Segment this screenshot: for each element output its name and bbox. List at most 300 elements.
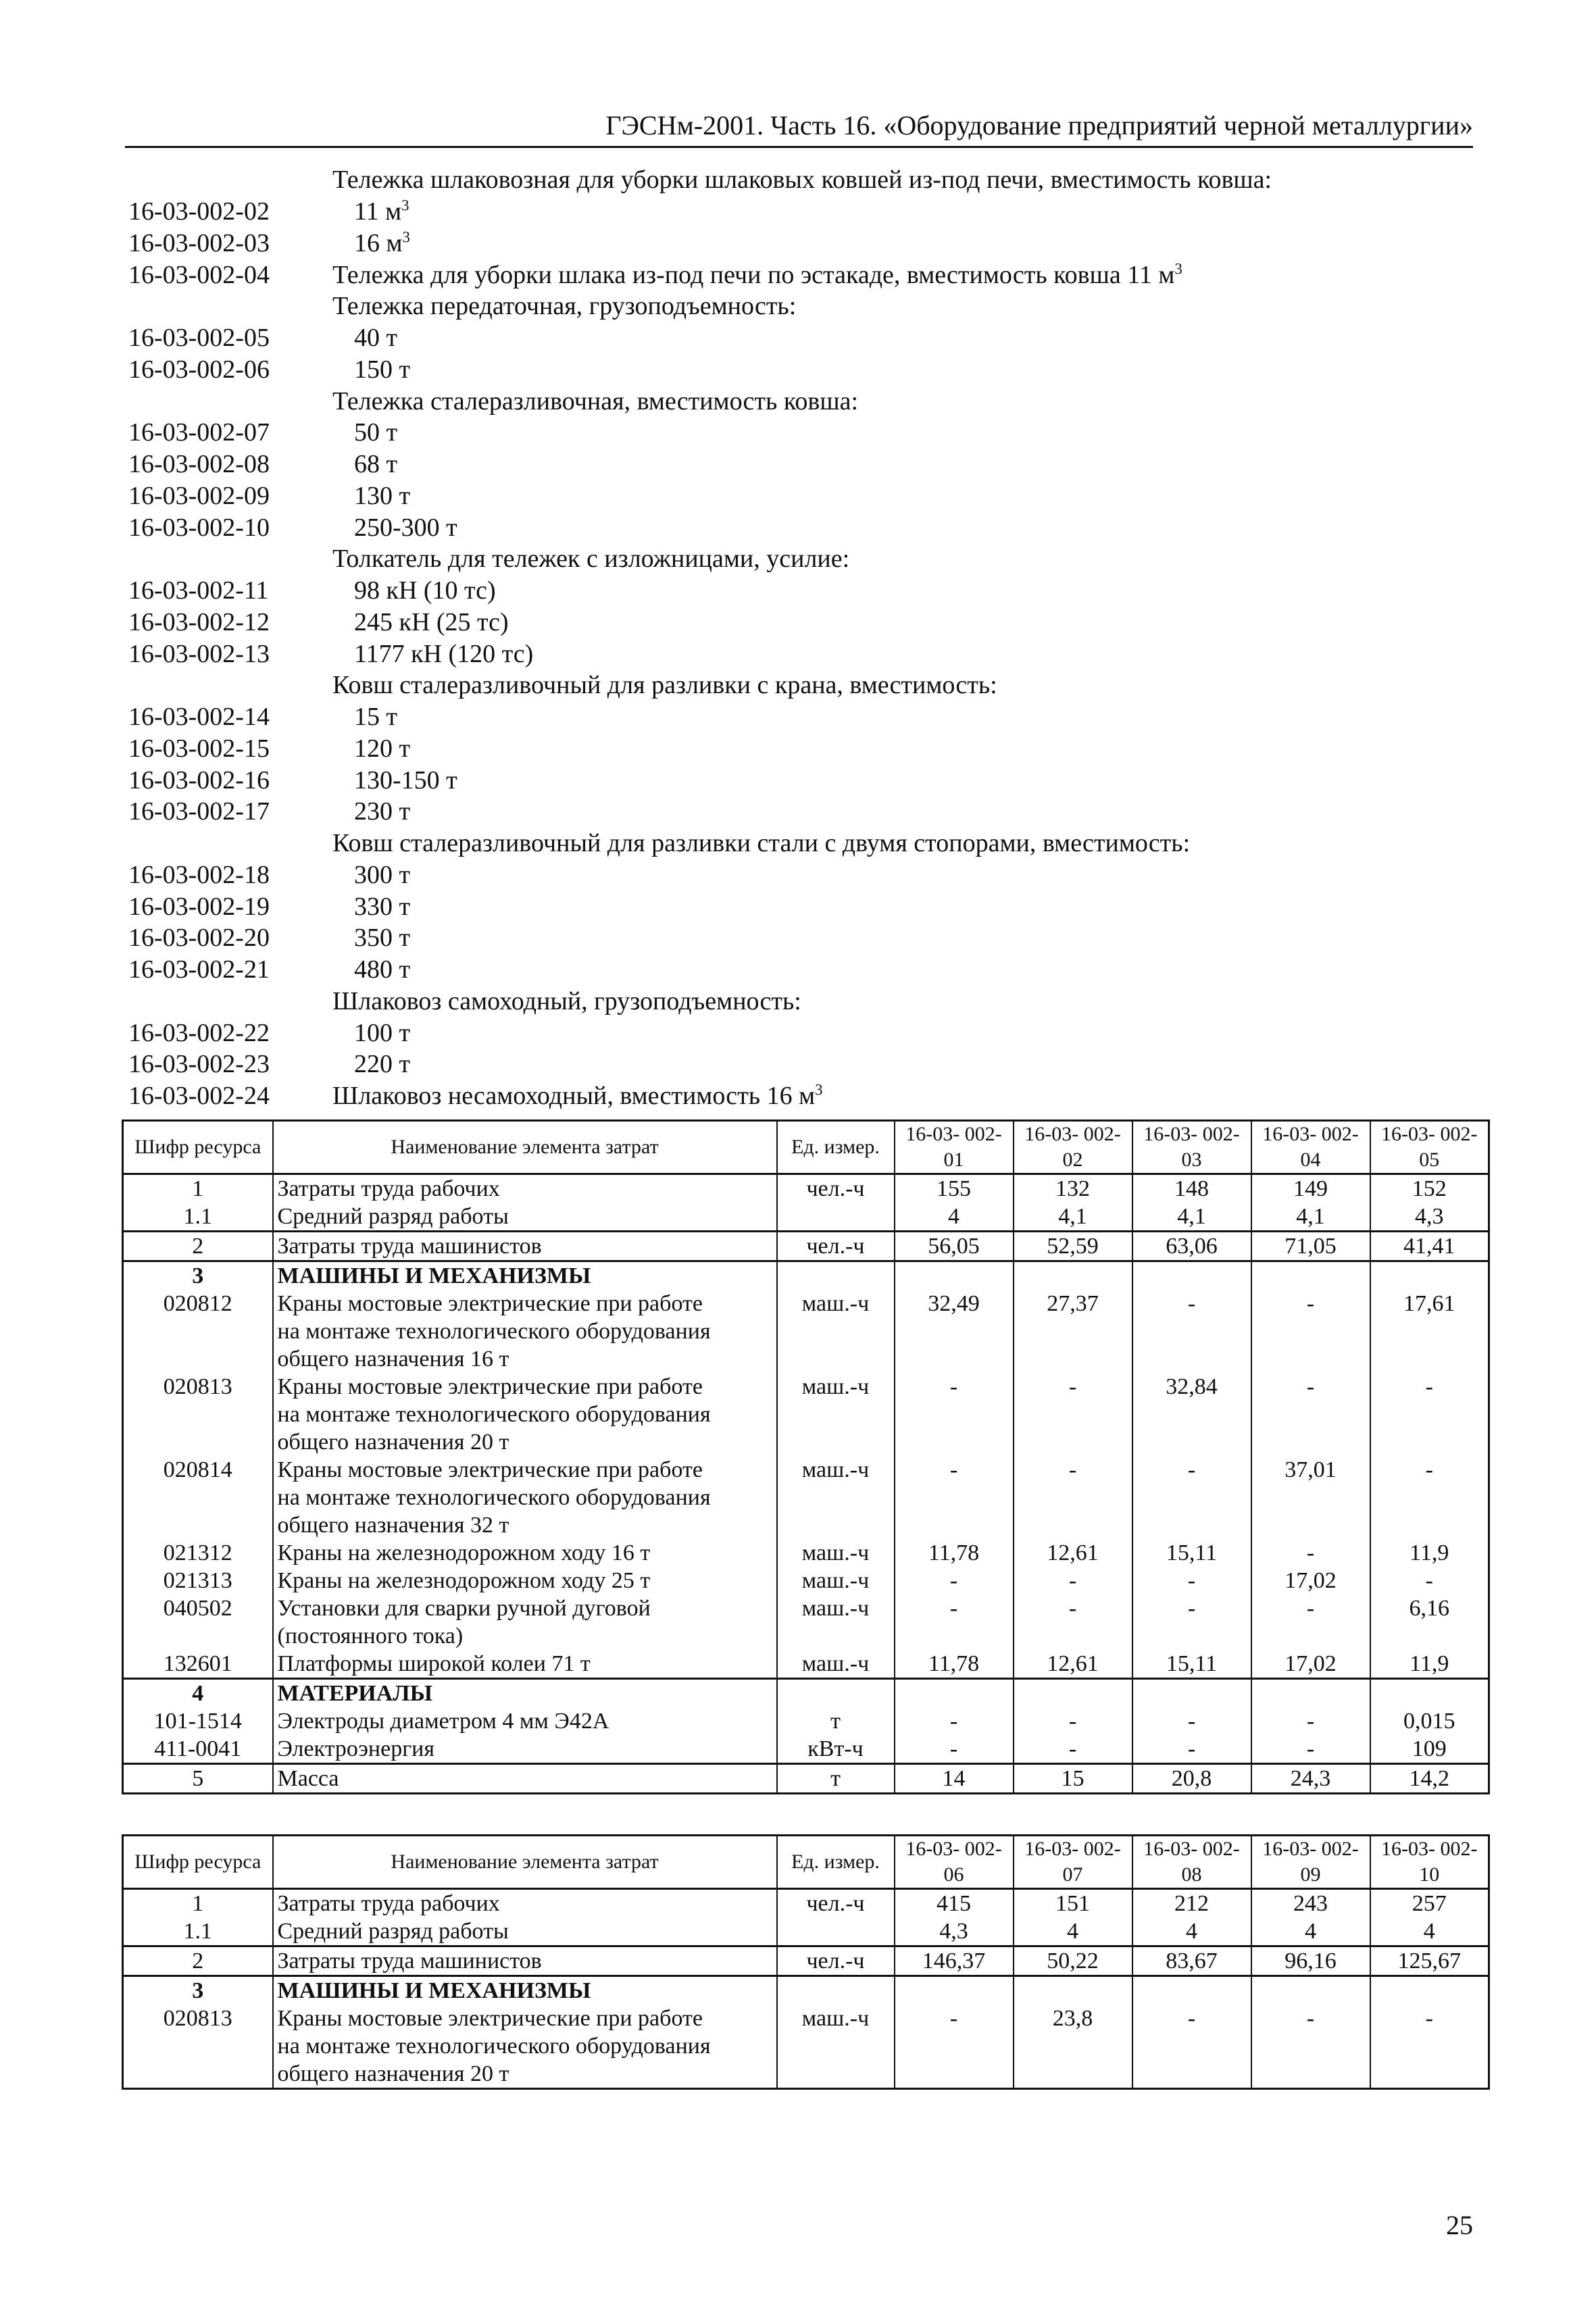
value-cell: 4,3 xyxy=(1370,1203,1489,1232)
norm-description xyxy=(332,702,397,732)
unit: маш.-ч xyxy=(777,1456,895,1539)
norm-description xyxy=(332,860,410,890)
value-cell xyxy=(1132,1976,1251,2005)
value-cell: - xyxy=(1014,1456,1132,1539)
resource-code: 2 xyxy=(123,1232,273,1261)
header-norm-code: 16-03- 002-05 xyxy=(1370,1121,1489,1174)
value-cell xyxy=(1251,1261,1370,1290)
norm-description-text: 330 т xyxy=(354,892,411,921)
list-row xyxy=(128,259,1480,291)
cost-element-line: Краны мостовые электрические при работе xyxy=(277,2006,703,2031)
value-cell: 14,2 xyxy=(1370,1764,1489,1794)
norm-description xyxy=(332,734,410,763)
table-header-row xyxy=(123,1121,1489,1174)
cost-element xyxy=(273,1946,777,1976)
norm-description xyxy=(332,670,997,700)
value-cell: 4 xyxy=(1014,1917,1132,1946)
norm-description xyxy=(332,765,457,795)
unit: т xyxy=(777,1707,895,1735)
resource-code: 132601 xyxy=(123,1650,273,1679)
value-cell: 146,37 xyxy=(895,1946,1014,1976)
norm-description xyxy=(332,165,1272,195)
norm-code: 16-03-002-15 xyxy=(128,734,270,763)
cost-element-line: Установки для сварки ручной дуговой xyxy=(277,1596,651,1621)
cost-element xyxy=(273,1917,777,1946)
value-cell xyxy=(1132,1679,1251,1708)
norm-description-text: 350 т xyxy=(354,924,411,953)
list-row xyxy=(128,890,1480,922)
value-cell: - xyxy=(1014,1373,1132,1456)
norm-description-text: 1177 кН (120 тс) xyxy=(354,639,534,668)
norm-description-text: Ковш сталеразливочный для разливки с крана, вместимость: xyxy=(332,671,997,700)
cost-element-line: общего назначения 20 т xyxy=(277,2061,509,2086)
value-cell: 415 xyxy=(895,1889,1014,1918)
value-cell: 11,78 xyxy=(895,1650,1014,1679)
value-cell: - xyxy=(1132,1735,1251,1764)
value-cell xyxy=(895,1976,1014,2005)
norm-code: 16-03-002-16 xyxy=(128,765,270,795)
header-norm-code: 16-03- 002-04 xyxy=(1251,1121,1370,1174)
value-cell: 50,22 xyxy=(1014,1946,1132,1976)
norm-code: 16-03-002-10 xyxy=(128,513,270,542)
list-row xyxy=(128,670,1480,701)
cost-element xyxy=(273,1707,777,1735)
norm-description xyxy=(332,607,509,637)
value-cell: 27,37 xyxy=(1014,1290,1132,1373)
norm-description xyxy=(332,481,410,511)
list-row xyxy=(128,922,1480,954)
cost-element xyxy=(273,1261,777,1290)
unit-superscript: 3 xyxy=(815,1081,823,1099)
resource-table-1 xyxy=(122,1120,1490,1794)
cost-element-line: общего назначения 20 т xyxy=(277,1430,509,1455)
value-cell: 125,67 xyxy=(1370,1946,1489,1976)
value-cell: 15,11 xyxy=(1132,1650,1251,1679)
norm-description-text: Тележка сталеразливочная, вместимость ковша: xyxy=(332,386,859,416)
norm-description-text: 220 т xyxy=(354,1050,411,1079)
value-cell: 56,05 xyxy=(895,1232,1014,1261)
cost-element-line: МАШИНЫ И МЕХАНИЗМЫ xyxy=(277,1263,591,1288)
cost-element xyxy=(273,1232,777,1261)
resource-code: 020814 xyxy=(123,1456,273,1539)
resource-code: 1.1 xyxy=(123,1203,273,1232)
table-row xyxy=(123,1764,1489,1794)
value-cell xyxy=(1370,1976,1489,2005)
norm-description xyxy=(332,923,410,953)
value-cell: 132 xyxy=(1014,1174,1132,1203)
value-cell: 24,3 xyxy=(1251,1764,1370,1794)
resource-code: 3 xyxy=(123,1261,273,1290)
value-cell: - xyxy=(1251,1290,1370,1373)
value-cell: 23,8 xyxy=(1014,2005,1132,2089)
value-cell: 15 xyxy=(1014,1764,1132,1794)
cost-element-line: Средний разряд работы xyxy=(277,1204,509,1229)
resource-code: 020813 xyxy=(123,2005,273,2089)
list-row xyxy=(128,291,1480,322)
cost-element xyxy=(273,2005,777,2089)
value-cell: - xyxy=(1132,1707,1251,1735)
norm-code: 16-03-002-22 xyxy=(128,1018,270,1047)
cost-element-line: Платформы широкой колеи 71 т xyxy=(277,1651,591,1676)
norm-description-text: Тележка для уборки шлака из-под печи по эстакаде, вместимость ковша 11 м xyxy=(332,260,1175,289)
cost-element-line: Затраты труда рабочих xyxy=(277,1176,500,1201)
value-cell: - xyxy=(895,1567,1014,1594)
value-cell: - xyxy=(1132,1456,1251,1539)
value-cell: 148 xyxy=(1132,1174,1251,1203)
table-row xyxy=(123,1889,1489,1918)
value-cell: 4,1 xyxy=(1014,1203,1132,1232)
value-cell: 96,16 xyxy=(1251,1946,1370,1976)
norm-description-text: 300 т xyxy=(354,860,411,889)
header-norm-code: 16-03- 002-02 xyxy=(1014,1121,1132,1174)
table-header-row xyxy=(123,1836,1489,1889)
cost-element xyxy=(273,1456,777,1539)
norm-code: 16-03-002-14 xyxy=(128,703,270,732)
value-cell xyxy=(1014,1261,1132,1290)
list-row xyxy=(128,543,1480,575)
cost-element-line: Затраты труда рабочих xyxy=(277,1891,500,1916)
cost-element-line: Затраты труда машинистов xyxy=(277,1234,542,1259)
norm-description-text: 100 т xyxy=(354,1018,411,1047)
unit-superscript: 3 xyxy=(1174,259,1182,277)
norm-code: 16-03-002-20 xyxy=(128,924,270,953)
unit: маш.-ч xyxy=(777,1373,895,1456)
norm-list xyxy=(128,164,1480,1112)
value-cell xyxy=(1251,1976,1370,2005)
unit: чел.-ч xyxy=(777,1946,895,1976)
value-cell: - xyxy=(1132,2005,1251,2089)
cost-element xyxy=(273,1290,777,1373)
list-row xyxy=(128,828,1480,859)
unit-superscript: 3 xyxy=(401,197,409,214)
resource-code: 1 xyxy=(123,1174,273,1203)
list-row xyxy=(128,354,1480,386)
list-row xyxy=(128,1017,1480,1049)
norm-description-text: Шлаковоз несамоходный, вместимость 16 м xyxy=(332,1082,816,1111)
table-row xyxy=(123,1594,1489,1650)
list-row xyxy=(128,385,1480,417)
cost-element xyxy=(273,1764,777,1794)
value-cell: 243 xyxy=(1251,1889,1370,1918)
table-row xyxy=(123,1946,1489,1976)
value-cell: 11,9 xyxy=(1370,1539,1489,1567)
norm-description xyxy=(332,197,409,226)
norm-description xyxy=(332,1018,410,1048)
resource-code: 040502 xyxy=(123,1594,273,1650)
unit: чел.-ч xyxy=(777,1232,895,1261)
list-row xyxy=(128,638,1480,670)
list-row xyxy=(128,859,1480,891)
norm-description xyxy=(332,418,397,447)
unit xyxy=(777,1261,895,1290)
norm-description-text: 120 т xyxy=(354,734,411,763)
norm-code: 16-03-002-12 xyxy=(128,607,270,636)
value-cell: 151 xyxy=(1014,1889,1132,1918)
unit: чел.-ч xyxy=(777,1174,895,1203)
norm-description-text: Ковш сталеразливочный для разливки стали с двумя стопорами, вместимость: xyxy=(332,829,1191,858)
list-row xyxy=(128,986,1480,1017)
value-cell: 155 xyxy=(895,1174,1014,1203)
cost-element-line: общего назначения 16 т xyxy=(277,1347,509,1372)
header-norm-code: 16-03- 002-09 xyxy=(1251,1836,1370,1889)
norm-description-text: 40 т xyxy=(354,324,398,353)
cost-element xyxy=(273,1650,777,1679)
value-cell: 152 xyxy=(1370,1174,1489,1203)
value-cell: 32,49 xyxy=(895,1290,1014,1373)
list-row xyxy=(128,1080,1480,1112)
value-cell: 4 xyxy=(1132,1917,1251,1946)
value-cell: - xyxy=(1014,1567,1132,1594)
norm-code: 16-03-002-07 xyxy=(128,418,270,447)
norm-description xyxy=(332,955,410,984)
value-cell: 4,3 xyxy=(895,1917,1014,1946)
table-row xyxy=(123,1174,1489,1203)
value-cell: 83,67 xyxy=(1132,1946,1251,1976)
list-row xyxy=(128,575,1480,607)
header-unit: Ед. измер. xyxy=(777,1836,895,1889)
value-cell: 41,41 xyxy=(1370,1232,1489,1261)
value-cell xyxy=(1370,1679,1489,1708)
unit: маш.-ч xyxy=(777,1567,895,1594)
value-cell: - xyxy=(1132,1594,1251,1650)
norm-description-text: 68 т xyxy=(354,450,398,479)
list-row xyxy=(128,701,1480,733)
cost-element-line: Краны мостовые электрические при работе xyxy=(277,1457,703,1482)
cost-element xyxy=(273,1203,777,1232)
cost-element-line: на монтаже технологического оборудования xyxy=(277,1319,711,1344)
value-cell xyxy=(1014,1976,1132,2005)
norm-description-text: 150 т xyxy=(354,355,411,384)
value-cell: - xyxy=(1251,2005,1370,2089)
cost-element-line: Электроды диаметром 4 мм Э42А xyxy=(277,1709,609,1734)
list-row xyxy=(128,733,1480,765)
norm-code: 16-03-002-13 xyxy=(128,639,270,668)
norm-description xyxy=(332,513,457,543)
norm-code: 16-03-002-24 xyxy=(128,1082,270,1111)
value-cell xyxy=(895,1679,1014,1708)
norm-code: 16-03-002-08 xyxy=(128,450,270,479)
value-cell: 0,015 xyxy=(1370,1707,1489,1735)
value-cell: 12,61 xyxy=(1014,1539,1132,1567)
resource-code: 101-1514 xyxy=(123,1707,273,1735)
header-cost-element: Наименование элемента затрат xyxy=(273,1836,777,1889)
value-cell: - xyxy=(1370,1456,1489,1539)
table-row xyxy=(123,1917,1489,1946)
value-cell: 6,16 xyxy=(1370,1594,1489,1650)
value-cell: 11,78 xyxy=(895,1539,1014,1567)
resource-code: 021312 xyxy=(123,1539,273,1567)
unit: чел.-ч xyxy=(777,1889,895,1918)
value-cell: - xyxy=(1014,1735,1132,1764)
value-cell: 32,84 xyxy=(1132,1373,1251,1456)
value-cell: - xyxy=(1251,1373,1370,1456)
norm-code: 16-03-002-17 xyxy=(128,797,270,826)
header-norm-code: 16-03- 002-10 xyxy=(1370,1836,1489,1889)
value-cell: 257 xyxy=(1370,1889,1489,1918)
cost-element-line: Масса xyxy=(277,1766,339,1791)
value-cell: 17,02 xyxy=(1251,1567,1370,1594)
norm-description xyxy=(332,323,397,353)
norm-code: 16-03-002-11 xyxy=(128,576,269,605)
list-row xyxy=(128,1049,1480,1080)
list-row xyxy=(128,196,1480,228)
cost-element-line: Средний разряд работы xyxy=(277,1919,509,1944)
norm-code: 16-03-002-02 xyxy=(128,197,270,226)
value-cell: 17,61 xyxy=(1370,1290,1489,1373)
value-cell: 71,05 xyxy=(1251,1232,1370,1261)
norm-code: 16-03-002-18 xyxy=(128,860,270,889)
running-header: ГЭСНм-2001. Часть 16. «Оборудование предприятий черной металлургии» xyxy=(125,107,1473,148)
norm-code: 16-03-002-03 xyxy=(128,228,270,257)
value-cell xyxy=(1370,1261,1489,1290)
value-cell: - xyxy=(895,1456,1014,1539)
list-row xyxy=(128,954,1480,986)
table-row xyxy=(123,1539,1489,1567)
norm-description xyxy=(332,892,410,922)
value-cell: 212 xyxy=(1132,1889,1251,1918)
cost-element xyxy=(273,1679,777,1708)
list-row xyxy=(128,480,1480,512)
norm-description-text: 480 т xyxy=(354,955,411,984)
norm-description xyxy=(332,291,796,321)
list-row xyxy=(128,417,1480,449)
resource-code: 021313 xyxy=(123,1567,273,1594)
list-row xyxy=(128,764,1480,796)
norm-description-text: 250-300 т xyxy=(354,513,457,542)
norm-code: 16-03-002-19 xyxy=(128,892,270,921)
resource-code: 020813 xyxy=(123,1373,273,1456)
table-row xyxy=(123,1232,1489,1261)
value-cell: 4,1 xyxy=(1132,1203,1251,1232)
norm-code: 16-03-002-21 xyxy=(128,955,270,984)
header-norm-code: 16-03- 002-01 xyxy=(895,1121,1014,1174)
table-row xyxy=(123,1679,1489,1708)
norm-description xyxy=(332,1049,410,1079)
norm-description xyxy=(332,1081,823,1111)
value-cell: 52,59 xyxy=(1014,1232,1132,1261)
value-cell xyxy=(1251,1679,1370,1708)
cost-element-line: Электроэнергия xyxy=(277,1736,434,1761)
value-cell: - xyxy=(1251,1735,1370,1764)
norm-code: 16-03-002-09 xyxy=(128,481,270,510)
unit: маш.-ч xyxy=(777,1290,895,1373)
header-cost-element: Наименование элемента затрат xyxy=(273,1121,777,1174)
unit: маш.-ч xyxy=(777,1650,895,1679)
norm-description-text: 98 кН (10 тс) xyxy=(354,576,496,605)
value-cell: 4 xyxy=(1370,1917,1489,1946)
value-cell: 20,8 xyxy=(1132,1764,1251,1794)
norm-description-text: 130 т xyxy=(354,481,411,510)
cost-element-line: (постоянного тока) xyxy=(277,1624,464,1649)
unit: кВт-ч xyxy=(777,1735,895,1764)
list-row xyxy=(128,607,1480,638)
page-number: 25 xyxy=(1446,2210,1473,2240)
norm-description xyxy=(332,228,410,258)
norm-description-text: 50 т xyxy=(354,418,398,447)
norm-description xyxy=(332,986,801,1016)
resource-code: 1.1 xyxy=(123,1917,273,1946)
cost-element xyxy=(273,1594,777,1650)
header-unit: Ед. измер. xyxy=(777,1121,895,1174)
resource-code: 5 xyxy=(123,1764,273,1794)
value-cell: 4,1 xyxy=(1251,1203,1370,1232)
cost-element xyxy=(273,1889,777,1918)
value-cell: - xyxy=(1251,1594,1370,1650)
value-cell: - xyxy=(1370,2005,1489,2089)
list-row xyxy=(128,449,1480,480)
norm-description xyxy=(332,355,410,384)
table-row xyxy=(123,1203,1489,1232)
norm-description xyxy=(332,639,533,669)
resource-code: 411-0041 xyxy=(123,1735,273,1764)
norm-description-text: 130-150 т xyxy=(354,765,457,795)
norm-description-text: Шлаковоз самоходный, грузоподъемность: xyxy=(332,986,801,1015)
value-cell xyxy=(1014,1679,1132,1708)
resource-code: 4 xyxy=(123,1679,273,1708)
value-cell: - xyxy=(1132,1290,1251,1373)
list-row xyxy=(128,164,1480,196)
cost-element-line: Затраты труда машинистов xyxy=(277,1948,542,1973)
norm-code: 16-03-002-04 xyxy=(128,260,270,289)
table-row xyxy=(123,1650,1489,1679)
cost-element xyxy=(273,1174,777,1203)
unit xyxy=(777,1679,895,1708)
table-row xyxy=(123,1456,1489,1539)
value-cell: 17,02 xyxy=(1251,1650,1370,1679)
cost-element xyxy=(273,1976,777,2005)
cost-element-line: Краны мостовые электрические при работе xyxy=(277,1374,703,1399)
unit: маш.-ч xyxy=(777,1539,895,1567)
norm-code: 16-03-002-23 xyxy=(128,1050,270,1079)
cost-element xyxy=(273,1539,777,1567)
value-cell xyxy=(895,1261,1014,1290)
value-cell: 37,01 xyxy=(1251,1456,1370,1539)
table-row xyxy=(123,1567,1489,1594)
cost-element-line: МАТЕРИАЛЫ xyxy=(277,1681,432,1706)
table-row xyxy=(123,1707,1489,1735)
unit xyxy=(777,1917,895,1946)
norm-description-text: 16 м xyxy=(354,228,403,257)
resource-table-2 xyxy=(122,1834,1490,2090)
norm-description xyxy=(332,449,397,479)
value-cell: 14 xyxy=(895,1764,1014,1794)
unit xyxy=(777,1203,895,1232)
header-norm-code: 16-03- 002-08 xyxy=(1132,1836,1251,1889)
header-norm-code: 16-03- 002-07 xyxy=(1014,1836,1132,1889)
table-row xyxy=(123,1373,1489,1456)
cost-element xyxy=(273,1373,777,1456)
norm-description-text: 11 м xyxy=(354,197,402,226)
cost-element-line: на монтаже технологического оборудования xyxy=(277,1402,711,1427)
unit: маш.-ч xyxy=(777,1594,895,1650)
norm-code: 16-03-002-06 xyxy=(128,355,270,384)
cost-element-line: на монтаже технологического оборудования xyxy=(277,1485,711,1510)
header-norm-code: 16-03- 002-03 xyxy=(1132,1121,1251,1174)
resource-code: 020812 xyxy=(123,1290,273,1373)
cost-element xyxy=(273,1567,777,1594)
value-cell: - xyxy=(1370,1567,1489,1594)
value-cell: - xyxy=(895,1707,1014,1735)
unit: маш.-ч xyxy=(777,2005,895,2089)
header-resource-code: Шифр ресурса xyxy=(123,1836,273,1889)
value-cell: - xyxy=(895,1373,1014,1456)
norm-description xyxy=(332,386,858,416)
value-cell: 109 xyxy=(1370,1735,1489,1764)
header-norm-code: 16-03- 002-06 xyxy=(895,1836,1014,1889)
norm-description-text: 15 т xyxy=(354,703,398,732)
norm-description-text: Тележка передаточная, грузоподъемность: xyxy=(332,292,797,321)
value-cell: - xyxy=(1251,1539,1370,1567)
